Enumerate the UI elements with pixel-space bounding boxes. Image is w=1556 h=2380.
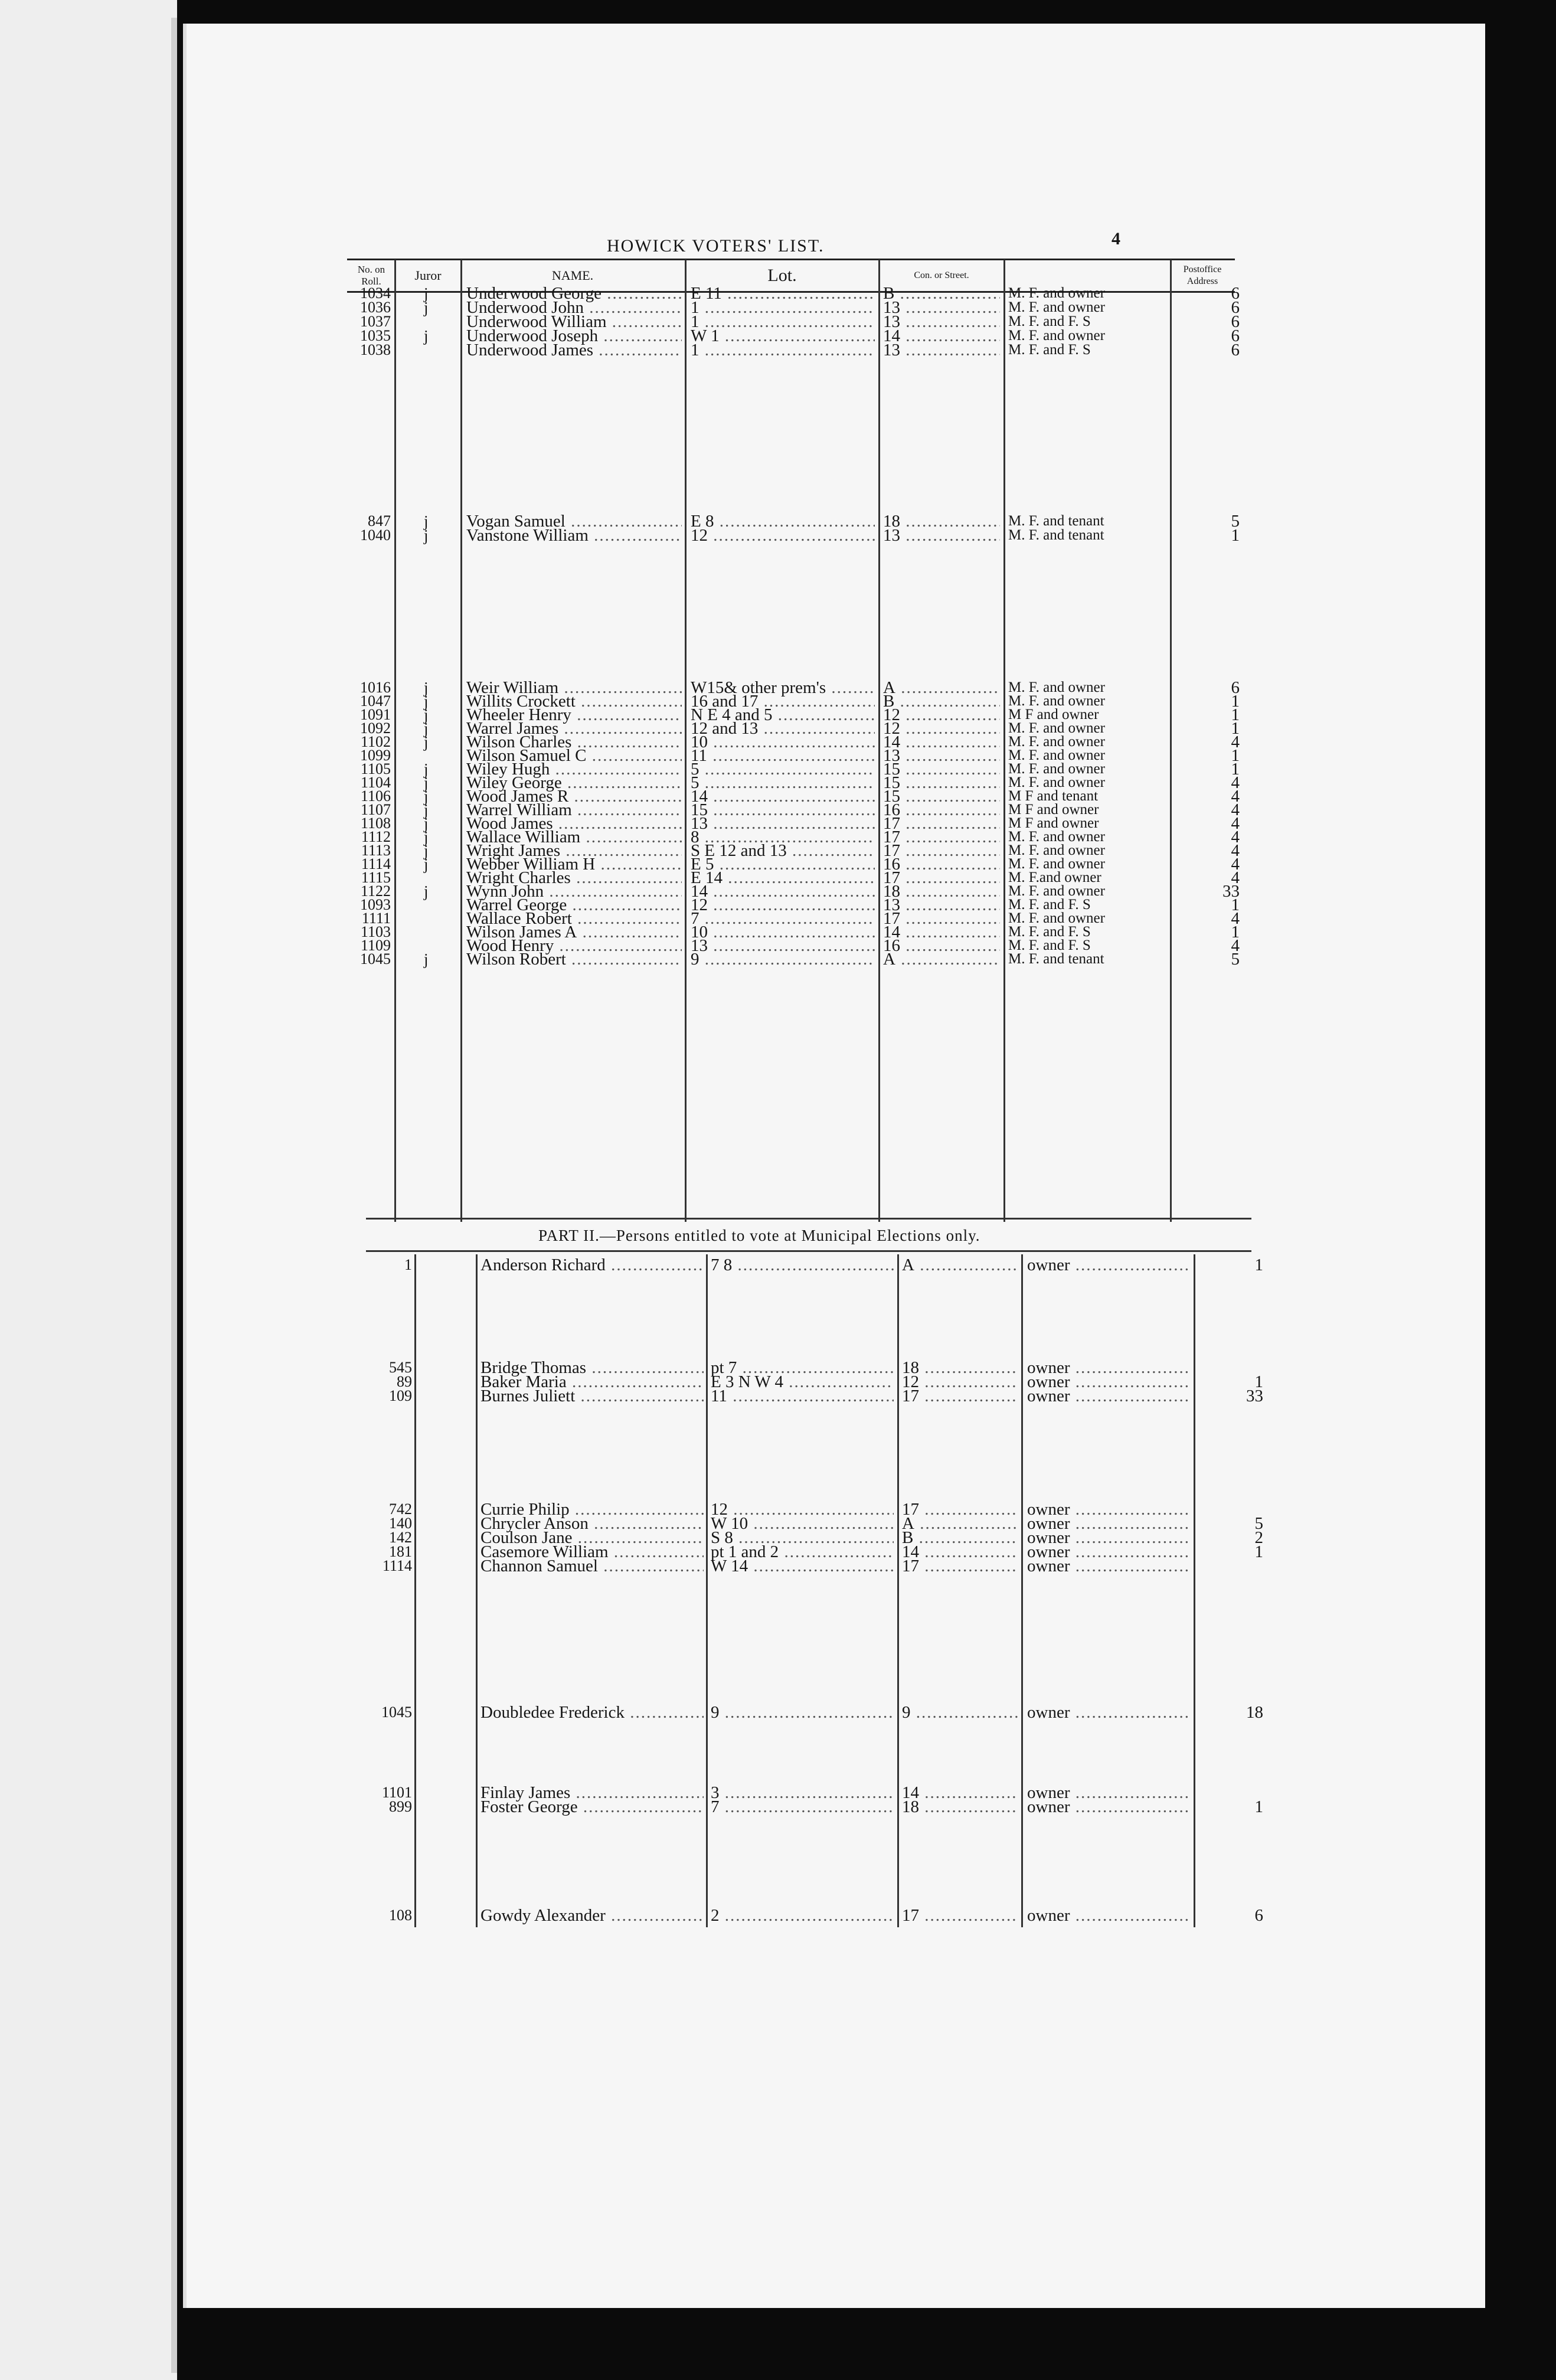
lot: E 3 N W 4 ..... [711, 1372, 894, 1392]
lot: 12 ..... [691, 895, 875, 915]
lot: S E 12 and 13 ..... [691, 841, 875, 861]
postoffice: 4 [1231, 841, 1240, 860]
voter-name: Wiley George ..... [466, 773, 682, 793]
juror-mark: j [424, 950, 429, 968]
roll-number: 1122 [360, 882, 391, 900]
qualification: owner ..... [1027, 1797, 1190, 1817]
qualification: M. F. and F. S [1008, 897, 1091, 913]
lot: E 5 ..... [691, 854, 875, 874]
lot: 11 ..... [691, 746, 875, 766]
concession: 17 ..... [902, 1499, 1018, 1519]
postoffice: 1 [1231, 705, 1240, 724]
juror-mark: j [424, 828, 429, 846]
roll-number: 1114 [361, 855, 391, 872]
col-header-name: NAME. [460, 259, 685, 293]
roll-number: 1045 [360, 950, 391, 967]
page-fold [171, 18, 177, 2373]
postoffice: 6 [1254, 1906, 1263, 1925]
qualification: M. F. and owner [1008, 299, 1105, 315]
postoffice: 4 [1231, 800, 1240, 819]
voter-name: Wallace Robert ..... [466, 908, 682, 929]
voter-name: Wilson Samuel C ..... [466, 746, 682, 766]
voter-name: Wilson Charles ..... [466, 732, 682, 752]
qualification: M. F. and owner [1008, 734, 1105, 750]
voter-name: Vogan Samuel ..... [466, 511, 682, 531]
lot: 12 and 13 ..... [691, 718, 875, 738]
concession: 13 ..... [883, 895, 1000, 915]
juror-mark: j [424, 760, 429, 778]
postoffice: 1 [1254, 1542, 1263, 1561]
lot: 14 ..... [691, 881, 875, 901]
lot: 13 ..... [691, 936, 875, 956]
qualification: M. F.and owner [1008, 869, 1101, 885]
roll-number: 1 [404, 1256, 412, 1273]
juror-mark: j [424, 882, 429, 900]
juror-mark: j [424, 327, 429, 345]
roll-number: 1106 [360, 787, 391, 805]
concession: 16 ..... [883, 936, 1000, 956]
rule2-roll [414, 1254, 416, 1927]
concession: 16 ..... [883, 854, 1000, 874]
roll-number: 1109 [360, 937, 391, 954]
voter-name: Warrel George ..... [466, 895, 682, 915]
concession: 15 ..... [883, 759, 1000, 779]
qualification: M. F. and F. S [1008, 937, 1091, 953]
lot: pt 7 ..... [711, 1358, 894, 1378]
juror-mark: j [424, 842, 429, 859]
concession: 17 ..... [883, 868, 1000, 888]
juror-mark: j [424, 815, 429, 832]
voter-name: Wallace William ..... [466, 827, 682, 847]
voter-name: Gowdy Alexander ..... [480, 1905, 704, 1925]
qualification: M. F. and owner [1008, 720, 1105, 736]
voter-name: Webber William H ..... [466, 854, 682, 874]
col-header-roll: No. on Roll. [347, 259, 395, 293]
municipal-voter-row [0, 1702, 1299, 1722]
voter-name: Wood James R ..... [466, 786, 682, 806]
concession: A ..... [902, 1513, 1018, 1534]
rule2-blank [476, 1254, 478, 1927]
qualification: owner ..... [1027, 1386, 1190, 1406]
voter-name: Wright Charles ..... [466, 868, 682, 888]
lot: W 10 ..... [711, 1513, 894, 1534]
qualification: owner ..... [1027, 1542, 1190, 1562]
voter-name: Wood Henry ..... [466, 936, 682, 956]
voter-name: Underwood William ..... [466, 312, 682, 332]
lot: 14 ..... [691, 786, 875, 806]
postoffice: 1 [1231, 923, 1240, 941]
qualification: M. F. and owner [1008, 285, 1105, 301]
roll-number: 108 [389, 1907, 412, 1924]
concession: 12 ..... [883, 718, 1000, 738]
postoffice: 4 [1231, 814, 1240, 833]
qualification: owner ..... [1027, 1255, 1190, 1275]
roll-number: 1105 [360, 760, 391, 777]
voter-name: Underwood John ..... [466, 298, 682, 318]
concession: 12 ..... [902, 1372, 1018, 1392]
voter-name: Wynn John ..... [466, 881, 682, 901]
roll-number: 1016 [360, 679, 391, 696]
page-header [607, 229, 1256, 260]
juror-mark: j [424, 512, 429, 530]
voter-name: Channon Samuel ..... [480, 1556, 704, 1576]
qualification: M F and owner [1008, 802, 1099, 818]
concession: 13 ..... [883, 312, 1000, 332]
qualification: M. F. and owner [1008, 883, 1105, 899]
voter-name: Wilson James A ..... [466, 922, 682, 942]
concession: 14 ..... [883, 326, 1000, 346]
roll-number: 1099 [360, 747, 391, 764]
concession: 15 ..... [883, 773, 1000, 793]
roll-number: 545 [389, 1359, 412, 1376]
lot: 3 ..... [711, 1783, 894, 1803]
lot: 7 8 ..... [711, 1255, 894, 1275]
municipal-voter-row [0, 1797, 1299, 1817]
lot: 9 ..... [691, 949, 875, 969]
concession: 12 ..... [883, 705, 1000, 725]
lot: 13 ..... [691, 813, 875, 833]
roll-number: 1108 [360, 815, 391, 832]
postoffice: 4 [1231, 828, 1240, 846]
voter-name: Underwood George ..... [466, 283, 682, 303]
lot: W 14 ..... [711, 1556, 894, 1576]
lot: 5 ..... [691, 773, 875, 793]
voter-name: Foster George ..... [480, 1797, 704, 1817]
postoffice: 6 [1231, 312, 1240, 331]
qualification: M. F. and tenant [1008, 951, 1104, 967]
qualification: M. F. and F. S [1008, 313, 1091, 329]
postoffice: 5 [1231, 950, 1240, 969]
roll-number: 1103 [360, 923, 391, 940]
juror-mark: j [424, 285, 429, 302]
postoffice: 1 [1231, 692, 1240, 711]
qualification: M. F. and F. S [1008, 342, 1091, 358]
qualification: M. F. and tenant [1008, 527, 1104, 543]
juror-mark: j [424, 774, 429, 792]
juror-mark: j [424, 692, 429, 710]
municipal-voter-row [0, 1556, 1299, 1576]
voter-name: Coulson Jane ..... [480, 1528, 704, 1548]
roll-number: 1045 [381, 1704, 412, 1721]
voter-name: Doubledee Frederick ..... [480, 1702, 704, 1722]
qualification: owner ..... [1027, 1556, 1190, 1576]
part2-heading-rule [366, 1250, 1251, 1252]
roll-number: 847 [368, 512, 391, 529]
concession: 17 ..... [883, 827, 1000, 847]
juror-mark: j [424, 855, 429, 873]
postoffice: 33 [1246, 1387, 1263, 1405]
voter-name: Wright James ..... [466, 841, 682, 861]
voter-name: Underwood Joseph ..... [466, 326, 682, 346]
roll-number: 1035 [360, 327, 391, 344]
voter-row [0, 949, 1299, 969]
col-header-con: Con. or Street. [880, 259, 1003, 293]
postoffice: 6 [1231, 284, 1240, 303]
concession: 14 ..... [883, 922, 1000, 942]
roll-number: 1038 [360, 341, 391, 358]
lot: 2 ..... [711, 1905, 894, 1925]
voter-name: Casemore William ..... [480, 1542, 704, 1562]
roll-number: 1115 [361, 869, 391, 886]
roll-number: 1107 [360, 801, 391, 818]
roll-number: 142 [389, 1529, 412, 1546]
roll-number: 742 [389, 1500, 412, 1518]
lot: 12 ..... [691, 525, 875, 545]
lot: pt 1 and 2 ..... [711, 1542, 894, 1562]
lot: 5 ..... [691, 759, 875, 779]
concession: 13 ..... [883, 525, 1000, 545]
voter-name: Finlay James ..... [480, 1783, 704, 1803]
postoffice: 1 [1231, 895, 1240, 914]
juror-mark: j [424, 299, 429, 316]
part-separator [366, 1218, 1251, 1220]
postoffice: 4 [1231, 773, 1240, 792]
juror-mark: j [424, 679, 429, 697]
voter-name: Warrel James ..... [466, 718, 682, 738]
lot: 8 ..... [691, 827, 875, 847]
juror-mark: j [424, 787, 429, 805]
concession: A ..... [883, 949, 1000, 969]
voter-name: Burnes Juliett ..... [480, 1386, 704, 1406]
qualification: owner ..... [1027, 1358, 1190, 1378]
lot: E 8 ..... [691, 511, 875, 531]
qualification: owner ..... [1027, 1905, 1190, 1925]
concession: 17 ..... [902, 1386, 1018, 1406]
postoffice: 6 [1231, 298, 1240, 317]
roll-number: 1092 [360, 720, 391, 737]
juror-mark: j [424, 733, 429, 751]
concession: 18 ..... [883, 511, 1000, 531]
postoffice: 33 [1222, 882, 1240, 901]
postoffice: 1 [1231, 760, 1240, 779]
postoffice: 4 [1231, 909, 1240, 928]
lot: 9 ..... [711, 1702, 894, 1722]
voter-name: Currie Philip ..... [480, 1499, 704, 1519]
roll-number: 1111 [361, 910, 391, 927]
lot: 11 ..... [711, 1386, 894, 1406]
postoffice: 5 [1231, 512, 1240, 531]
qualification: M. F. and owner [1008, 328, 1105, 344]
voter-name: Wood James ..... [466, 813, 682, 833]
postoffice: 4 [1231, 787, 1240, 806]
qualification: M. F. and owner [1008, 774, 1105, 790]
postoffice: 1 [1231, 526, 1240, 545]
page-title: HOWICK VOTERS' LIST. [607, 236, 825, 256]
qualification: M. F. and F. S [1008, 924, 1091, 940]
postoffice: 4 [1231, 936, 1240, 955]
concession: 17 ..... [902, 1905, 1018, 1925]
concession: 14 ..... [902, 1542, 1018, 1562]
lot: 1 ..... [691, 298, 875, 318]
rule2-qualification [1194, 1254, 1195, 1927]
qualification: owner ..... [1027, 1528, 1190, 1548]
postoffice: 1 [1231, 746, 1240, 765]
roll-number: 1040 [360, 527, 391, 544]
document-page [183, 24, 1485, 2308]
roll-number: 181 [389, 1543, 412, 1560]
lot: W15& other prem's ..... [691, 678, 875, 698]
concession: 18 ..... [883, 881, 1000, 901]
roll-number: 1034 [360, 285, 391, 302]
postoffice: 4 [1231, 868, 1240, 887]
postoffice: 1 [1254, 1372, 1263, 1391]
voter-name: Bridge Thomas ..... [480, 1358, 704, 1378]
voter-name: Underwood James ..... [466, 340, 682, 360]
concession: B ..... [883, 283, 1000, 303]
qualification: owner ..... [1027, 1702, 1190, 1722]
concession: 13 ..... [883, 298, 1000, 318]
juror-mark: j [424, 706, 429, 724]
qualification: M. F. and owner [1008, 829, 1105, 845]
roll-number: 1102 [360, 733, 391, 750]
voter-row [0, 340, 1299, 360]
lot: 10 ..... [691, 732, 875, 752]
concession: 17 ..... [883, 813, 1000, 833]
roll-number: 1093 [360, 896, 391, 913]
voter-name: Willits Crockett ..... [466, 691, 682, 711]
lot: W 1 ..... [691, 326, 875, 346]
postoffice: 4 [1231, 733, 1240, 751]
roll-number: 1101 [381, 1784, 412, 1801]
postoffice: 2 [1254, 1528, 1263, 1547]
lot: 16 and 17 ..... [691, 691, 875, 711]
qualification: M F and tenant [1008, 788, 1099, 804]
municipal-voter-row [0, 1255, 1299, 1275]
concession: 17 ..... [883, 841, 1000, 861]
qualification: M. F. and owner [1008, 693, 1105, 709]
concession: 16 ..... [883, 800, 1000, 820]
qualification: M. F. and owner [1008, 910, 1105, 926]
qualification: M F and owner [1008, 707, 1099, 722]
concession: 14 ..... [902, 1783, 1018, 1803]
roll-number: 1114 [382, 1557, 412, 1574]
lot: 7 ..... [691, 908, 875, 929]
postoffice: 1 [1254, 1256, 1263, 1274]
voter-name: Wheeler Henry ..... [466, 705, 682, 725]
lot: E 11 ..... [691, 283, 875, 303]
lot: 12 ..... [711, 1499, 894, 1519]
postoffice: 6 [1231, 678, 1240, 697]
roll-number: 1036 [360, 299, 391, 316]
roll-number: 89 [397, 1373, 412, 1390]
qualification: owner ..... [1027, 1513, 1190, 1534]
juror-mark: j [424, 720, 429, 737]
concession: 17 ..... [902, 1556, 1018, 1576]
postoffice: 6 [1231, 326, 1240, 345]
roll-number: 1091 [360, 706, 391, 723]
concession: 17 ..... [883, 908, 1000, 929]
roll-number: 140 [389, 1515, 412, 1532]
qualification: M. F. and owner [1008, 856, 1105, 872]
voter-name: Warrel William ..... [466, 800, 682, 820]
concession: A ..... [902, 1255, 1018, 1275]
part2-heading: PART II.—Persons entitled to vote at Municipal Elections only. [538, 1227, 980, 1244]
concession: 13 ..... [883, 746, 1000, 766]
roll-number: 109 [389, 1387, 412, 1404]
postoffice: 4 [1231, 855, 1240, 874]
postoffice: 18 [1246, 1703, 1263, 1722]
col-header-lot: Lot. [685, 259, 880, 293]
qualification: M. F. and owner [1008, 842, 1105, 858]
concession: 14 ..... [883, 732, 1000, 752]
col-header-postoffice: Postoffice Address [1170, 259, 1235, 293]
col-header-juror: Juror [395, 259, 460, 293]
rule2-lot [897, 1254, 899, 1927]
lot: S 8 ..... [711, 1528, 894, 1548]
postoffice: 6 [1231, 341, 1240, 359]
voter-name: Baker Maria ..... [480, 1372, 704, 1392]
roll-number: 1104 [360, 774, 391, 791]
page-number: 4 [1112, 229, 1122, 249]
qualification: owner ..... [1027, 1783, 1190, 1803]
voter-row [0, 525, 1299, 545]
qualification: M. F. and owner [1008, 679, 1105, 695]
voter-name: Wilson Robert ..... [466, 949, 682, 969]
lot: 1 ..... [691, 340, 875, 360]
concession: 18 ..... [902, 1358, 1018, 1378]
municipal-voter-row [0, 1386, 1299, 1406]
qualification: M. F. and owner [1008, 761, 1105, 777]
lot: 15 ..... [691, 800, 875, 820]
concession: 9 ..... [902, 1702, 1018, 1722]
postoffice: 5 [1254, 1514, 1263, 1533]
voter-name: Weir William ..... [466, 678, 682, 698]
concession: A ..... [883, 678, 1000, 698]
concession: 15 ..... [883, 786, 1000, 806]
juror-mark: j [424, 801, 429, 819]
roll-number: 1037 [360, 313, 391, 330]
juror-mark: j [424, 527, 429, 544]
municipal-voter-row [0, 1905, 1299, 1925]
roll-number: 1112 [361, 828, 391, 845]
voter-name: Wiley Hugh ..... [466, 759, 682, 779]
roll-number: 899 [389, 1798, 412, 1815]
concession: 18 ..... [902, 1797, 1018, 1817]
lot: 1 ..... [691, 312, 875, 332]
roll-number: 1113 [361, 842, 391, 859]
concession: B ..... [902, 1528, 1018, 1548]
qualification: owner ..... [1027, 1372, 1190, 1392]
qualification: M F and owner [1008, 815, 1099, 831]
qualification: M. F. and owner [1008, 747, 1105, 763]
roll-number: 1047 [360, 692, 391, 710]
concession: B ..... [883, 691, 1000, 711]
postoffice: 1 [1254, 1797, 1263, 1816]
voter-name: Anderson Richard ..... [480, 1255, 704, 1275]
voter-name: Vanstone William ..... [466, 525, 682, 545]
voter-name: Chrycler Anson ..... [480, 1513, 704, 1534]
lot: 10 ..... [691, 922, 875, 942]
lot: N E 4 and 5 ..... [691, 705, 875, 725]
rule2-name [706, 1254, 708, 1927]
lot: 7 ..... [711, 1797, 894, 1817]
lot: E 14 ..... [691, 868, 875, 888]
rule2-con [1021, 1254, 1023, 1927]
qualification: M. F. and tenant [1008, 513, 1104, 529]
concession: 13 ..... [883, 340, 1000, 360]
postoffice: 1 [1231, 719, 1240, 738]
qualification: owner ..... [1027, 1499, 1190, 1519]
